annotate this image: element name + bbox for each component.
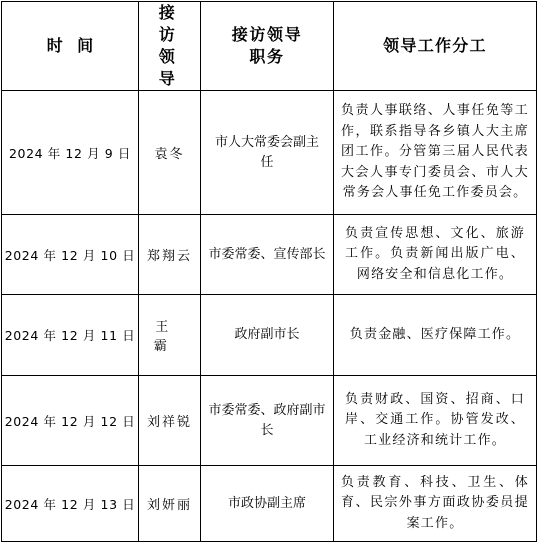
row-leader: 王 霸 <box>139 295 201 376</box>
row-date: 2024 年 12 月 10 日 <box>2 215 139 295</box>
row-date: 2024 年 12 月 13 日 <box>2 466 139 542</box>
row-date: 2024 年 12 月 9 日 <box>2 91 139 215</box>
header-leader: 接访领导 <box>139 2 201 91</box>
row-position: 市委常委、政府副市长 <box>201 376 334 466</box>
table-row <box>2 91 537 215</box>
table-row <box>2 466 537 542</box>
row-duties: 负责宣传思想、文化、旅游工作。负责新闻出版广电、网络安全和信息化工作。 <box>334 215 537 295</box>
row-position: 市政协副主席 <box>201 466 334 542</box>
row-duties: 负责教育、科技、卫生、体育、民宗外事方面政协委员提案工作。 <box>334 466 537 542</box>
row-leader: 郑翔云 <box>139 215 201 295</box>
header-date: 时间 <box>2 2 139 91</box>
table-row <box>2 295 537 376</box>
row-leader: 袁冬 <box>139 91 201 215</box>
table-header-row <box>2 2 537 91</box>
row-position: 市人大常委会副主任 <box>201 91 334 215</box>
row-leader: 刘祥锐 <box>139 376 201 466</box>
table-row <box>2 215 537 295</box>
reception-schedule-table <box>1 1 537 542</box>
row-date: 2024 年 12 月 12 日 <box>2 376 139 466</box>
table-row <box>2 376 537 466</box>
row-duties: 负责金融、医疗保障工作。 <box>334 295 537 376</box>
row-leader: 刘妍丽 <box>139 466 201 542</box>
row-position: 市委常委、宣传部长 <box>201 215 334 295</box>
row-duties: 负责人事联络、人事任免等工作，联系指导各乡镇人大主席团工作。分管第三届人民代表大会人事专门委员会、市人大常务会人事任免工作委员会。 <box>334 91 537 215</box>
row-date: 2024 年 12 月 11 日 <box>2 295 139 376</box>
header-duties: 领导工作分工 <box>334 2 537 91</box>
row-position: 政府副市长 <box>201 295 334 376</box>
row-duties: 负责财政、国资、招商、口岸、交通工作。协管发改、工业经济和统计工作。 <box>334 376 537 466</box>
header-position: 接访领导职务 <box>201 2 334 91</box>
